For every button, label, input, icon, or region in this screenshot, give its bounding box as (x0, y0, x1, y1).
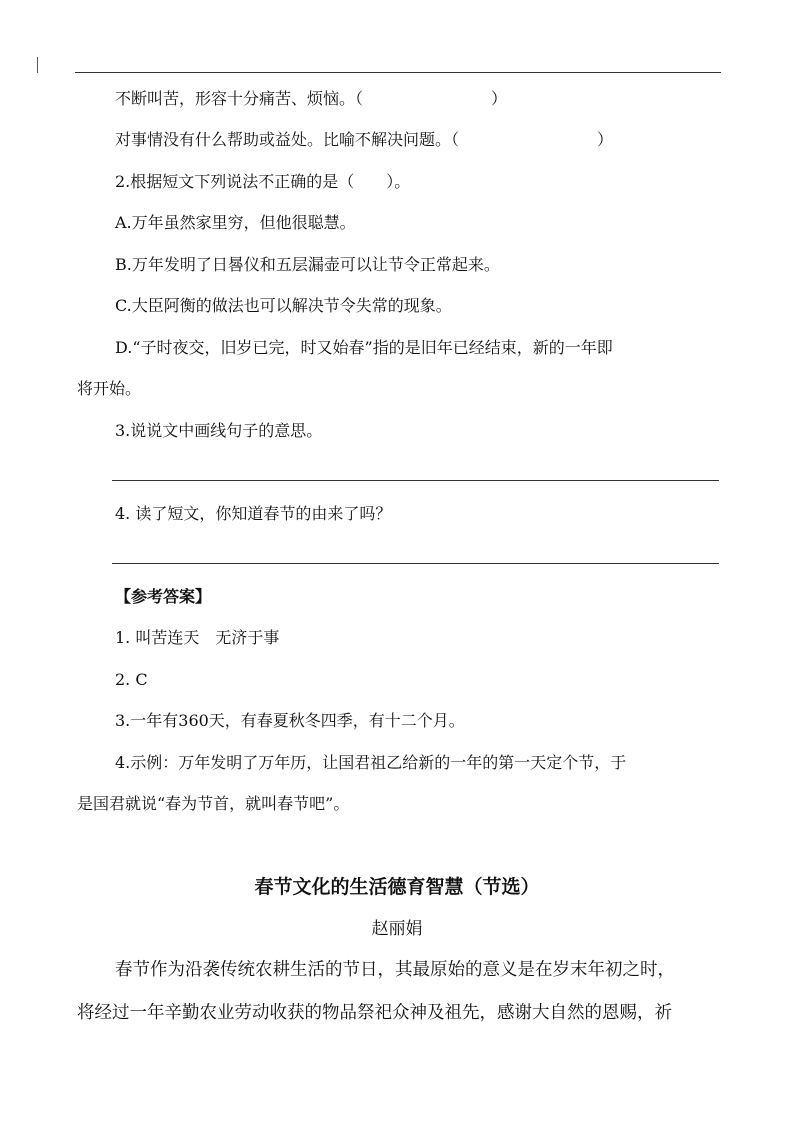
question-4: 4. 读了短文，你知道春节的由来了吗？ (115, 504, 392, 523)
essay-line-2: 将经过一年辛勤农业劳动收获的物品祭祀众神及祖先，感谢大自然的恩赐，祈 (77, 1003, 672, 1023)
header-rule (75, 72, 721, 73)
question-2: 2.根据短文下列说法不正确的是（ ）。 (115, 172, 411, 191)
essay-line-1: 春节作为沿袭传统农耕生活的节日，其最原始的意义是在岁末年初之时， (115, 960, 675, 980)
idiom-definition-2-text: 对事情没有什么帮助或益处。比喻不解决问题。（ (115, 130, 460, 149)
answer-4-line-1: 4.示例：万年发明了万年历，让国君祖乙给新的一年的第一天定个节，于 (115, 753, 627, 772)
idiom-definition-1 (115, 88, 765, 110)
answer-line-4[interactable] (112, 563, 719, 564)
idiom-definition-2 (115, 129, 765, 151)
option-c: C.大臣阿衡的做法也可以解决节令失常的现象。 (115, 296, 452, 315)
option-d-line-2: 将开始。 (77, 379, 142, 398)
idiom-definition-2-close: ） (597, 130, 614, 149)
answer-4-line-2: 是国君就说“春为节首，就叫春节吧”。 (77, 794, 350, 813)
option-b: B.万年发明了日晷仪和五层漏壶可以让节令正常起来。 (115, 255, 500, 274)
idiom-definition-1-close: ） (491, 89, 508, 108)
answer-1: 1. 叫苦连天 无济于事 (115, 628, 280, 647)
answer-2: 2. C (115, 670, 148, 689)
answer-3: 3.一年有360天，有春夏秋冬四季，有十二个月。 (115, 711, 465, 730)
answers-heading: 【参考答案】 (115, 587, 212, 606)
answer-line-3[interactable] (112, 480, 719, 481)
essay-author: 赵丽娟 (371, 919, 423, 939)
essay-title: 春节文化的生活德育智慧（节选） (254, 876, 540, 898)
option-a: A.万年虽然家里穷，但他很聪慧。 (115, 213, 356, 232)
question-3: 3.说说文中画线句子的意思。 (115, 421, 323, 440)
idiom-definition-1-text: 不断叫苦，形容十分痛苦、烦恼。（ (115, 89, 364, 108)
text-cursor-mark (37, 57, 38, 73)
option-d-line-1: D.“子时夜交，旧岁已完，时又始春”指的是旧年已经结束，新的一年即 (115, 338, 613, 357)
